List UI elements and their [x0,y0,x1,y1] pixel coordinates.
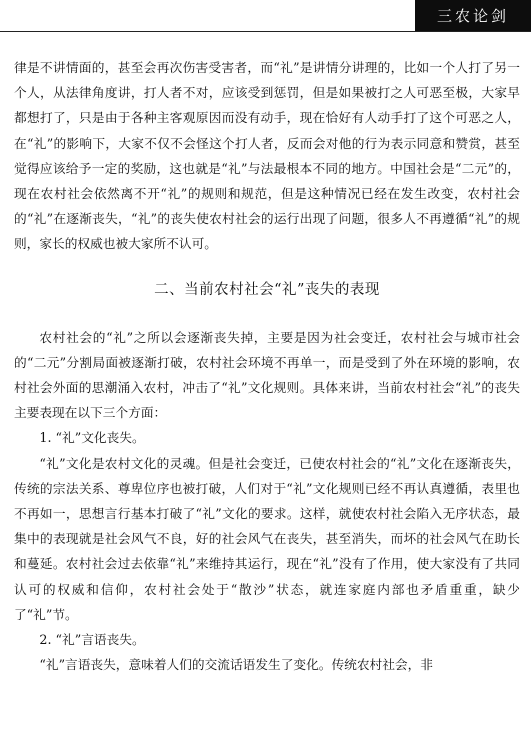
intro-paragraph: 农村社会的“礼”之所以会逐渐丧失掉，主要是因为社会变迁，农村社会与城市社会的“二元”分割局面被逐渐打破，农村社会环境不再单一，而是受到了外在环境的影响，农村社会外面的思潮涌入农村，冲击了“礼”文化规则。具体来讲，当前农村社会“礼”的丧失主要表现在以下三个方面： [14,329,520,421]
subsection-body: “礼”文化是农村文化的灵魂。但是社会变迁，已使农村社会的“礼”文化在逐渐丧失，传统的宗法关系、尊卑位序也被打破，人们对于“礼”文化规则已经不再认真遵循，表里也不再如一，思想言行基本打破了“礼”文化的要求。这样，就使农村社会陷入无序状态，最集中的表现就是社会风气不良，好的社会风气在丧失，甚至消失，而坏的社会风气在助长和蔓延。农村社会过去依靠“礼”来维持其运行，现在“礼”没有了作用，使大家没有了共同认可的权威和信仰，农村社会处于“散沙”状态，就连家庭内部也矛盾重重，缺少了“礼”节。 [14,455,520,622]
subsection-title: 2. “礼”言语丧失。 [39,632,145,648]
page-body [14,55,520,677]
header-divider [0,31,531,32]
body-paragraph: 律是不讲情面的，甚至会再次伤害受害者，而“礼”是讲情分讲理的，比如一个人打了另一个人，从法律角度讲，打人者不对，应该受到惩罚，但是如果被打之人可恶至极，大家早都想打了，只是由于各种主客观原因而没有动手，现在恰好有人动手打了这个可恶之人，在“礼”的影响下，大家不仅不会怪这个打人者，反而会对他的行为表示同意和赞赏，甚至觉得应该给予一定的奖励，这也就是“礼”与法最根本不同的地方。中国社会是“二元”的，现在农村社会依然离不开“礼”的规则和规范，但是这种情况已经在发生改变，农村社会的“礼”在逐渐丧失，“礼”的丧失使农村社会的运行出现了问题，很多人不再遵循“礼”的规则，家长的权威也被大家所不认可。 [14,60,520,252]
subsection-title: 1. “礼”文化丧失。 [39,430,145,446]
section-title: 三农论剑 [436,7,509,25]
section-heading: 二、当前农村社会“礼”丧失的表现 [154,281,380,298]
subsection-body: “礼”言语丧失，意味着人们的交流话语发生了变化。传统农村社会，非 [39,657,433,673]
section-header [415,0,531,31]
